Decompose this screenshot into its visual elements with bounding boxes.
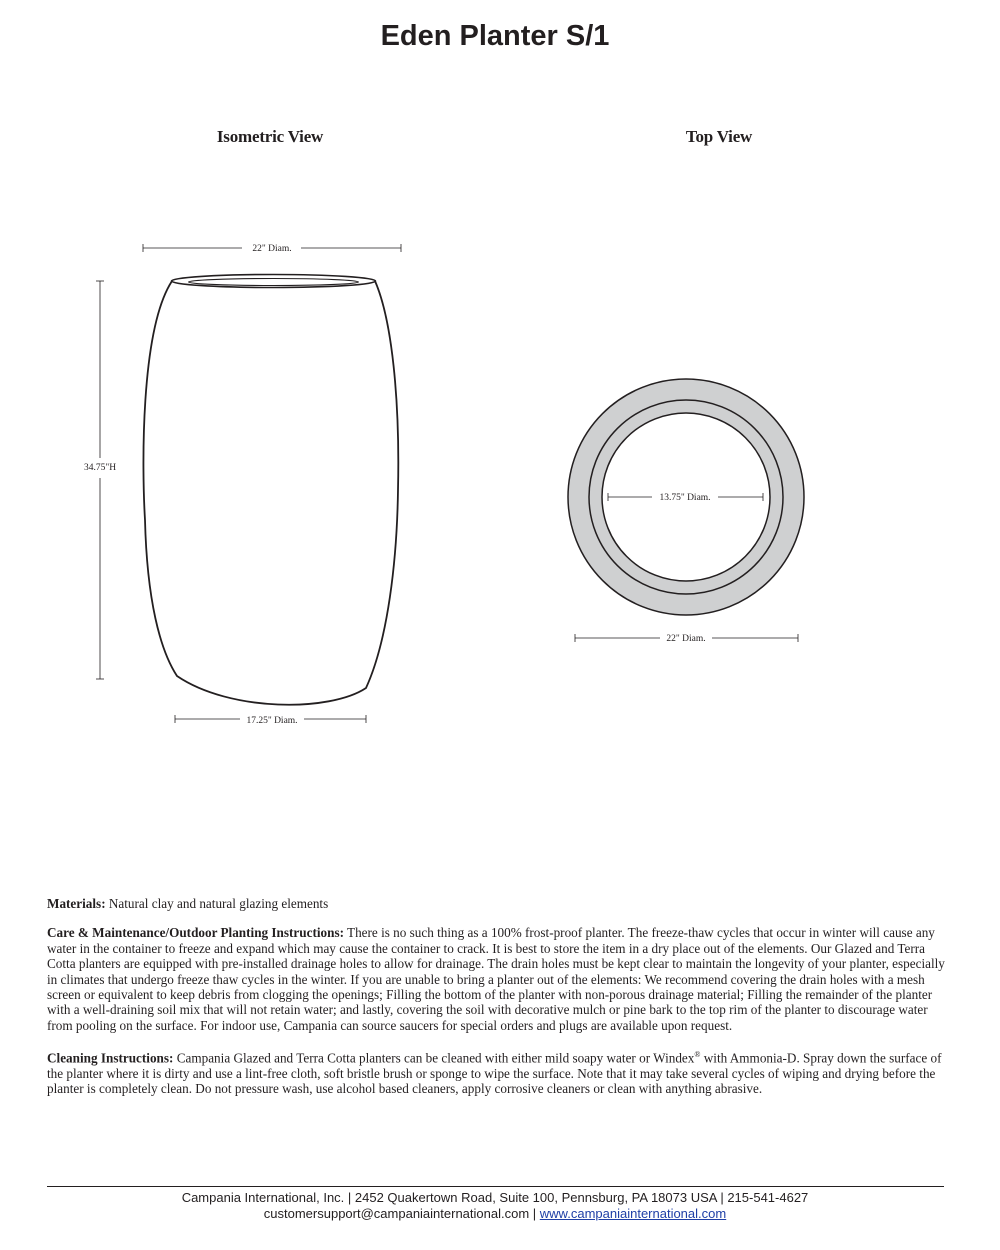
footer-address: Campania International, Inc. | 2452 Quakertown Road, Suite 100, Pennsburg, PA 18073 USA | 215-541-4627	[181, 1190, 809, 1205]
product-information	[47, 896, 947, 1111]
iso-height-label: 34.75"H	[83, 463, 117, 473]
materials-label: Materials:	[47, 896, 106, 911]
footer-separator: |	[529, 1206, 540, 1221]
footer	[0, 1190, 990, 1222]
planter-isometric-outline	[143, 275, 398, 705]
footer-contact	[0, 1206, 990, 1222]
page-title: Eden Planter S/1	[380, 20, 610, 52]
footer-email: customersupport@campaniainternational.com	[263, 1206, 530, 1221]
materials-paragraph	[47, 896, 947, 911]
iso-top-diameter-dimension	[143, 244, 401, 254]
care-text: There is no such thing as a 100% frost-proof planter. The freeze-thaw cycles that occur in winter will cause any water in the container to freeze and expand which may cause the container to crack. It is best to store the item in a dry place out of the elements. Our Glazed and Terra Cotta planters are equipped with pre-installed drainage holes to allow for drainage. The drain holes must be kept clear to maintain the longevity of your planter, especially in climates that undergo freeze thaw cycles in the winter. If you are unable to bring a planter out of the elements: We recommend covering the drain holes with a mesh screen or equivalent to keep debris from clogging the openings; Filling the bottom of the planter with non-porous drainage material; Filling the remainder of the planter with a well-draining soil mix that will not retain water; and lastly, covering the soil with decorative mulch or pine bark to the top rim of the planter to discourage water from pooling on the surface. For indoor use, Campania can source saucers for special orders and plugs are available upon request.	[47, 925, 945, 1033]
top-inner-diameter-label: 13.75" Diam.	[659, 493, 711, 503]
materials-text: Natural clay and natural glazing elements	[105, 896, 329, 911]
cleaning-label: Cleaning Instructions:	[47, 1050, 174, 1066]
top-outer-diameter-label: 22" Diam.	[666, 634, 706, 644]
care-paragraph	[47, 925, 947, 1033]
registered-mark: ®	[694, 1050, 701, 1060]
cleaning-text-after: with Ammonia-D. Spray down the surface of the planter where it is dirty and use a lint-free cloth, soft bristle brush or sponge to wipe the surface. Note that it may take several cycles of wiping and drying before the planter is completely clean. Do not pressure wash, use alcohol based cleaners, apply corrosive cleaners or clean with anything abrasive.	[47, 1050, 942, 1097]
iso-bottom-diameter-dimension	[175, 715, 366, 726]
care-label: Care & Maintenance/Outdoor Planting Instructions:	[47, 925, 344, 941]
website-link[interactable]: www.campaniainternational.com	[539, 1206, 727, 1221]
iso-bottom-diameter-label: 17.25" Diam.	[246, 716, 298, 726]
isometric-view-heading: Isometric View	[216, 127, 324, 146]
cleaning-text-before: Campania Glazed and Terra Cotta planters can be cleaned with either mild soapy water or Windex	[173, 1050, 695, 1066]
iso-height-dimension	[84, 281, 116, 679]
iso-top-diameter-label: 22" Diam.	[252, 244, 292, 254]
top-view-heading: Top View	[685, 127, 753, 146]
cleaning-paragraph	[47, 1047, 947, 1097]
footer-divider	[47, 1186, 944, 1187]
top-outer-diameter-dimension	[575, 634, 798, 644]
